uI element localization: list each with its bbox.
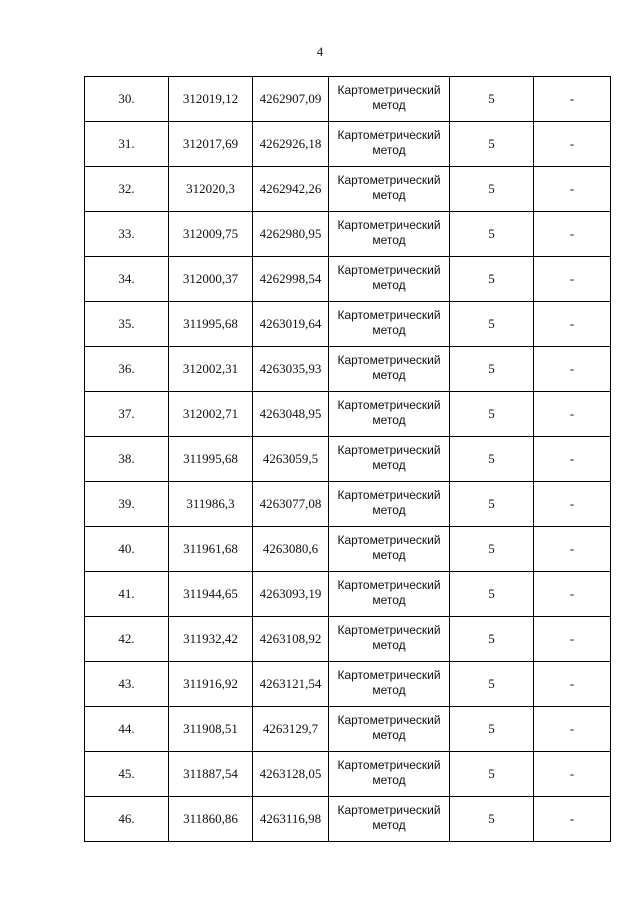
page-number: 4: [316, 44, 324, 59]
method-cell: [329, 527, 450, 572]
method-text-line: метод: [372, 593, 406, 607]
method-text-line: Картометрический: [337, 578, 441, 592]
method-text-line: Картометрический: [337, 758, 441, 772]
x-coordinate-cell: 312017,69: [169, 122, 253, 167]
y-coordinate-cell: 4263019,64: [253, 302, 329, 347]
note-cell: -: [534, 752, 611, 797]
note-cell: -: [534, 617, 611, 662]
y-coordinate-cell: 4262942,26: [253, 167, 329, 212]
table-row: [85, 707, 611, 752]
method-cell: [329, 482, 450, 527]
note-cell: -: [534, 212, 611, 257]
table-row: [85, 212, 611, 257]
point-number-cell: 42.: [85, 617, 169, 662]
method-text-line: метод: [372, 98, 406, 112]
note-cell: -: [534, 122, 611, 167]
accuracy-cell: 5: [450, 392, 534, 437]
method-text-line: метод: [372, 638, 406, 652]
method-text-line: Картометрический: [337, 398, 441, 412]
point-number-cell: 45.: [85, 752, 169, 797]
x-coordinate-cell: 312020,3: [169, 167, 253, 212]
method-text-line: Картометрический: [337, 173, 441, 187]
method-text-line: метод: [372, 728, 406, 742]
note-cell: -: [534, 527, 611, 572]
accuracy-cell: 5: [450, 572, 534, 617]
method-text-line: метод: [372, 323, 406, 337]
method-text-line: Картометрический: [337, 353, 441, 367]
point-number-cell: 33.: [85, 212, 169, 257]
method-text-line: Картометрический: [337, 128, 441, 142]
y-coordinate-cell: 4263093,19: [253, 572, 329, 617]
note-cell: -: [534, 167, 611, 212]
method-text-line: Картометрический: [337, 308, 441, 322]
method-text-line: метод: [372, 503, 406, 517]
method-text-line: Картометрический: [337, 668, 441, 682]
method-cell: [329, 797, 450, 842]
accuracy-cell: 5: [450, 257, 534, 302]
x-coordinate-cell: 311995,68: [169, 437, 253, 482]
method-cell: [329, 707, 450, 752]
point-number-cell: 38.: [85, 437, 169, 482]
y-coordinate-cell: 4263129,7: [253, 707, 329, 752]
method-cell: [329, 122, 450, 167]
table-row: [85, 77, 611, 122]
method-cell: [329, 662, 450, 707]
accuracy-cell: 5: [450, 212, 534, 257]
method-text-line: Картометрический: [337, 623, 441, 637]
x-coordinate-cell: 312002,31: [169, 347, 253, 392]
accuracy-cell: 5: [450, 77, 534, 122]
table-row: [85, 752, 611, 797]
x-coordinate-cell: 312019,12: [169, 77, 253, 122]
method-text-line: метод: [372, 278, 406, 292]
table-row: [85, 527, 611, 572]
method-text-line: метод: [372, 548, 406, 562]
method-text-line: метод: [372, 413, 406, 427]
accuracy-cell: 5: [450, 302, 534, 347]
accuracy-cell: 5: [450, 122, 534, 167]
method-cell: [329, 437, 450, 482]
method-text-line: Картометрический: [337, 218, 441, 232]
accuracy-cell: 5: [450, 617, 534, 662]
x-coordinate-cell: 311860,86: [169, 797, 253, 842]
x-coordinate-cell: 311916,92: [169, 662, 253, 707]
note-cell: -: [534, 797, 611, 842]
point-number-cell: 34.: [85, 257, 169, 302]
y-coordinate-cell: 4263116,98: [253, 797, 329, 842]
point-number-cell: 41.: [85, 572, 169, 617]
y-coordinate-cell: 4263080,6: [253, 527, 329, 572]
x-coordinate-cell: 312009,75: [169, 212, 253, 257]
point-number-cell: 32.: [85, 167, 169, 212]
coordinates-table: [84, 76, 611, 842]
method-cell: [329, 167, 450, 212]
method-text-line: Картометрический: [337, 263, 441, 277]
table-row: [85, 797, 611, 842]
method-cell: [329, 257, 450, 302]
method-text-line: Картометрический: [337, 533, 441, 547]
table-row: [85, 122, 611, 167]
method-cell: [329, 347, 450, 392]
table-row: [85, 257, 611, 302]
y-coordinate-cell: 4263035,93: [253, 347, 329, 392]
accuracy-cell: 5: [450, 347, 534, 392]
x-coordinate-cell: 311986,3: [169, 482, 253, 527]
method-cell: [329, 392, 450, 437]
method-cell: [329, 212, 450, 257]
method-text-line: метод: [372, 773, 406, 787]
method-text-line: Картометрический: [337, 488, 441, 502]
method-cell: [329, 77, 450, 122]
accuracy-cell: 5: [450, 482, 534, 527]
note-cell: -: [534, 302, 611, 347]
x-coordinate-cell: 311961,68: [169, 527, 253, 572]
y-coordinate-cell: 4263077,08: [253, 482, 329, 527]
table-row: [85, 392, 611, 437]
y-coordinate-cell: 4263128,05: [253, 752, 329, 797]
accuracy-cell: 5: [450, 707, 534, 752]
point-number-cell: 37.: [85, 392, 169, 437]
method-text-line: Картометрический: [337, 443, 441, 457]
point-number-cell: 43.: [85, 662, 169, 707]
point-number-cell: 35.: [85, 302, 169, 347]
note-cell: -: [534, 77, 611, 122]
method-cell: [329, 752, 450, 797]
x-coordinate-cell: 311887,54: [169, 752, 253, 797]
y-coordinate-cell: 4263121,54: [253, 662, 329, 707]
table-row: [85, 482, 611, 527]
note-cell: -: [534, 707, 611, 752]
note-cell: -: [534, 257, 611, 302]
method-text-line: метод: [372, 458, 406, 472]
table-row: [85, 167, 611, 212]
point-number-cell: 31.: [85, 122, 169, 167]
y-coordinate-cell: 4263048,95: [253, 392, 329, 437]
x-coordinate-cell: 312002,71: [169, 392, 253, 437]
y-coordinate-cell: 4262980,95: [253, 212, 329, 257]
method-cell: [329, 302, 450, 347]
x-coordinate-cell: 312000,37: [169, 257, 253, 302]
accuracy-cell: 5: [450, 527, 534, 572]
table-row: [85, 347, 611, 392]
y-coordinate-cell: 4262926,18: [253, 122, 329, 167]
method-text-line: метод: [372, 143, 406, 157]
method-text-line: Картометрический: [337, 83, 441, 97]
note-cell: -: [534, 662, 611, 707]
method-text-line: метод: [372, 188, 406, 202]
table-row: [85, 302, 611, 347]
note-cell: -: [534, 482, 611, 527]
y-coordinate-cell: 4263108,92: [253, 617, 329, 662]
point-number-cell: 44.: [85, 707, 169, 752]
method-text-line: метод: [372, 233, 406, 247]
method-text-line: Картометрический: [337, 803, 441, 817]
y-coordinate-cell: 4262907,09: [253, 77, 329, 122]
table-row: [85, 617, 611, 662]
x-coordinate-cell: 311944,65: [169, 572, 253, 617]
accuracy-cell: 5: [450, 662, 534, 707]
note-cell: -: [534, 572, 611, 617]
x-coordinate-cell: 311932,42: [169, 617, 253, 662]
x-coordinate-cell: 311908,51: [169, 707, 253, 752]
note-cell: -: [534, 347, 611, 392]
method-text-line: Картометрический: [337, 713, 441, 727]
method-text-line: метод: [372, 683, 406, 697]
x-coordinate-cell: 311995,68: [169, 302, 253, 347]
method-text-line: метод: [372, 818, 406, 832]
method-cell: [329, 572, 450, 617]
accuracy-cell: 5: [450, 752, 534, 797]
method-cell: [329, 617, 450, 662]
table-row: [85, 662, 611, 707]
method-text-line: метод: [372, 368, 406, 382]
accuracy-cell: 5: [450, 437, 534, 482]
accuracy-cell: 5: [450, 167, 534, 212]
table-row: [85, 437, 611, 482]
point-number-cell: 30.: [85, 77, 169, 122]
accuracy-cell: 5: [450, 797, 534, 842]
note-cell: -: [534, 392, 611, 437]
note-cell: -: [534, 437, 611, 482]
coordinates-table-body: [85, 77, 611, 842]
y-coordinate-cell: 4262998,54: [253, 257, 329, 302]
point-number-cell: 36.: [85, 347, 169, 392]
point-number-cell: 40.: [85, 527, 169, 572]
y-coordinate-cell: 4263059,5: [253, 437, 329, 482]
point-number-cell: 46.: [85, 797, 169, 842]
table-row: [85, 572, 611, 617]
point-number-cell: 39.: [85, 482, 169, 527]
